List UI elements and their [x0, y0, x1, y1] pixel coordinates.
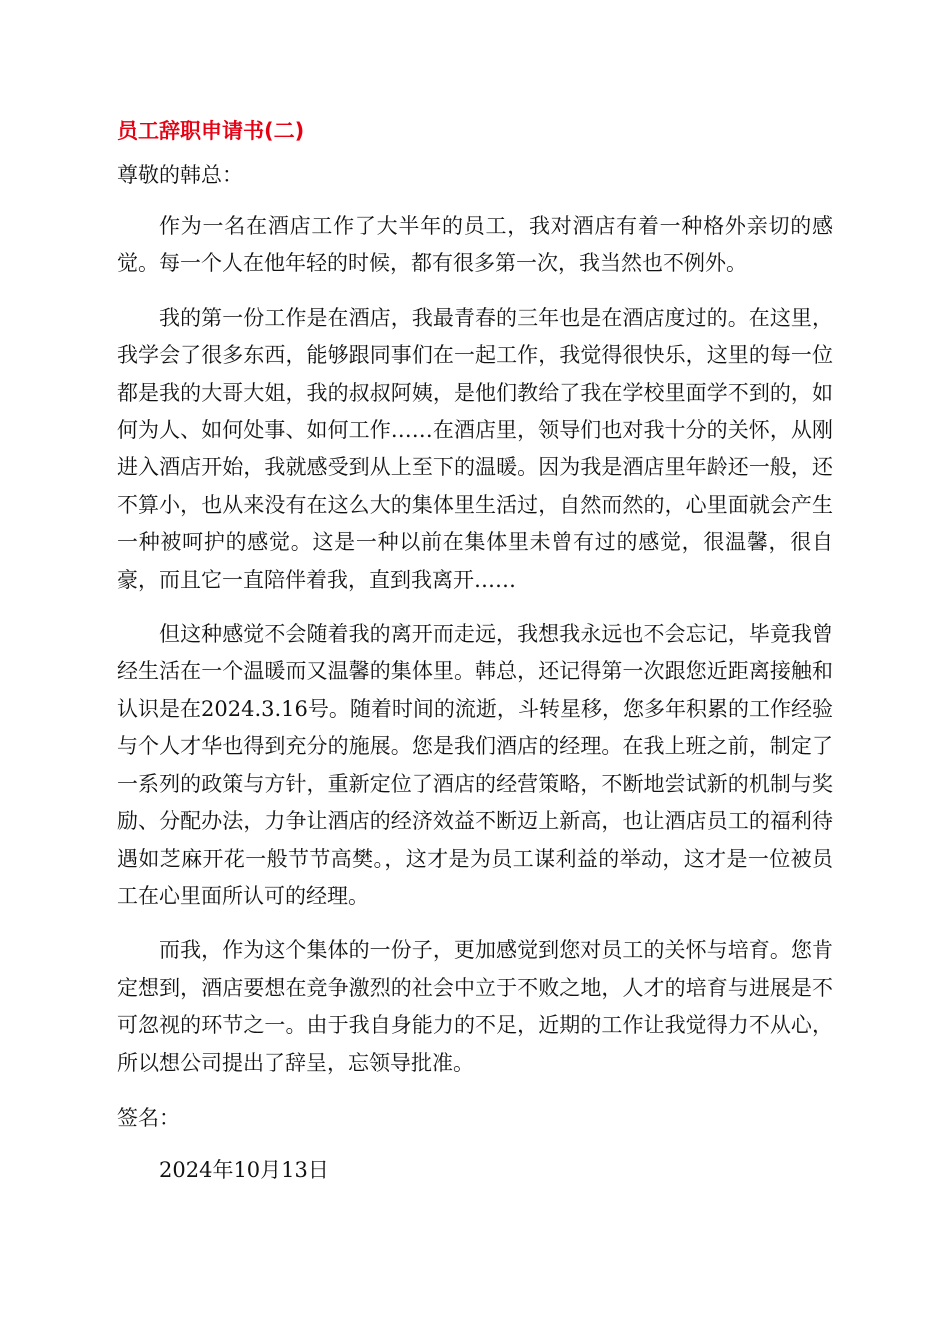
signature-label: 签名：	[117, 1105, 180, 1130]
salutation: 尊敬的韩总：	[117, 163, 243, 187]
paragraph-3: 但这种感觉不会随着我的离开而走远，我想我永远也不会忘记，毕竟我曾经生活在一个温暖而又温馨的集体里。韩总，还记得第一次跟您近距离接触和认识是在2024.3.16号。随着时间的流逝，斗转星移，您多年积累的工作经验与个人才华也得到充分的施展。您是我们酒店的经理。在我上班之前，制定了一系列的政策与方针，重新定位了酒店的经营策略，不断地尝试新的机制与奖励、分配办法，力争让酒店的经济效益不断迈上新高，也让酒店员工的福利待遇如芝麻开花一般节节高樊。，这才是为员工谋利益的举动，这才是一位被员工在心里面所认可的经理。	[117, 622, 833, 908]
paragraph-2: 我的第一份工作是在酒店，我最青春的三年也是在酒店度过的。在这里，我学会了很多东西，能够跟同事们在一起工作，我觉得很快乐，这里的每一位都是我的大哥大姐，我的叔叔阿姨，是他们教给了我在学校里面学不到的，如何为人、如何处事、如何工作……在酒店里，领导们也对我十分的关怀，从刚进入酒店开始，我就感受到从上至下的温暖。因为我是酒店里年龄还一般，还不算小，也从来没有在这么大的集体里生活过，自然而然的，心里面就会产生一种被呵护的感觉。这是一种以前在集体里未曾有过的感觉，很温馨，很自豪，而且它一直陪伴着我，直到我离开……	[117, 305, 833, 592]
letter-body	[117, 112, 833, 1189]
document-date: 2024年10月13日	[159, 1157, 329, 1182]
paragraph-1: 作为一名在酒店工作了大半年的员工，我对酒店有着一种格外亲切的感觉。每一个人在他年轻的时候，都有很多第一次，我当然也不例外。	[117, 214, 833, 276]
paragraph-4: 而我，作为这个集体的一份子，更加感觉到您对员工的关怀与培育。您肯定想到，酒店要想在竞争激烈的社会中立于不败之地，人才的培育与进展是不可忽视的环节之一。由于我自身能力的不足，近期的工作让我觉得力不从心，所以想公司提出了辞呈，忘领导批准。	[117, 938, 833, 1075]
document-title: 员工辞职申请书(二)	[117, 119, 305, 143]
